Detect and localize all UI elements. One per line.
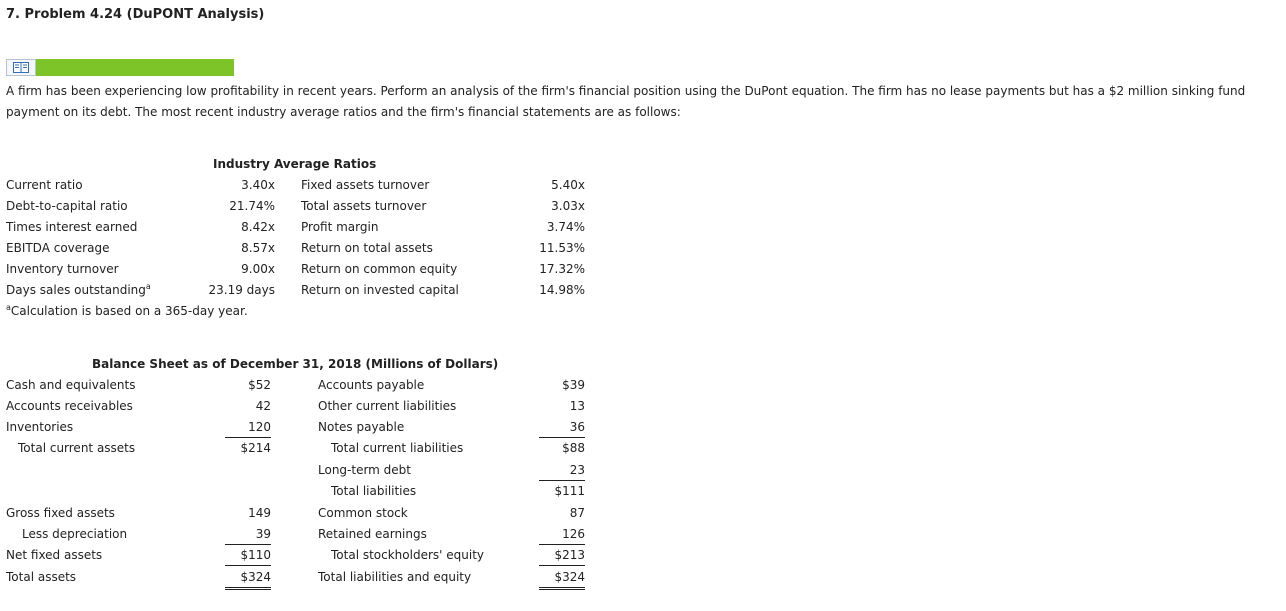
ratio-value: 3.40x xyxy=(241,178,275,192)
ratio-value: 14.98% xyxy=(539,283,585,297)
liability-label: Long-term debt xyxy=(318,463,412,477)
progress-bar xyxy=(36,59,234,76)
balance-sheet-title: Balance Sheet as of December 31, 2018 (Millions of Dollars) xyxy=(92,357,499,371)
liability-value: $39 xyxy=(562,378,585,392)
ratio-label: Days sales outstanding$^a$ xyxy=(6,282,151,297)
liability-value: $324 xyxy=(539,570,585,590)
ratio-label: Current ratio xyxy=(6,178,83,192)
liability-label: Notes payable xyxy=(318,420,405,434)
asset-label: Net fixed assets xyxy=(6,548,103,562)
asset-value: $110 xyxy=(225,548,271,566)
liability-value: 36 xyxy=(539,420,585,438)
footnote-marker: a xyxy=(6,303,11,312)
ebook-link[interactable] xyxy=(6,59,234,76)
ratio-value: 3.03x xyxy=(551,199,585,213)
ratio-value: 17.32% xyxy=(539,262,585,276)
ratio-value: 21.74% xyxy=(229,199,275,213)
liability-label: Accounts payable xyxy=(318,378,425,392)
liability-value: $111 xyxy=(554,484,585,498)
liability-label: Retained earnings xyxy=(318,527,427,541)
liability-label: Total current liabilities xyxy=(331,441,464,455)
asset-value: $324 xyxy=(225,570,271,590)
ratio-label: Fixed assets turnover xyxy=(301,178,430,192)
ratio-value: 23.19 days xyxy=(208,283,275,297)
ratio-value: 3.74% xyxy=(546,220,585,234)
asset-value: 149 xyxy=(248,506,271,520)
ratio-label: Return on common equity xyxy=(301,262,458,276)
ratio-label: EBITDA coverage xyxy=(6,241,110,255)
liability-value: $88 xyxy=(562,441,585,455)
asset-value: $214 xyxy=(240,441,271,455)
ratios-title: Industry Average Ratios xyxy=(213,157,377,171)
asset-label: Total current assets xyxy=(18,441,136,455)
ratio-value: 5.40x xyxy=(551,178,585,192)
ratio-value: 9.00x xyxy=(241,262,275,276)
asset-value: 120 xyxy=(225,420,271,438)
book-icon[interactable] xyxy=(6,59,36,76)
ratio-label: Return on total assets xyxy=(301,241,433,255)
footnote: $^a$Calculation is based on a 365-day year. xyxy=(6,303,248,318)
ratio-label: Profit margin xyxy=(301,220,379,234)
ratio-value: 8.57x xyxy=(241,241,275,255)
problem-description: A firm has been experiencing low profitability in recent years. Perform an analysis of the firm's financial position using the DuPont equation. The firm has no lease payments but has a $2 million sinking fund payment on its debt. The most recent industry average ratios and the firm's financial statements are as follows: xyxy=(6,84,1246,119)
ratio-label: Inventory turnover xyxy=(6,262,119,276)
asset-value: 39 xyxy=(225,527,271,545)
liability-value: 87 xyxy=(569,506,585,520)
ratio-label: Total assets turnover xyxy=(301,199,427,213)
asset-value: $52 xyxy=(248,378,271,392)
asset-value: 42 xyxy=(255,399,271,413)
ratio-value: 11.53% xyxy=(539,241,585,255)
liability-label: Common stock xyxy=(318,506,408,520)
ratio-label: Debt-to-capital ratio xyxy=(6,199,128,213)
problem-title: 7. Problem 4.24 (DuPONT Analysis) xyxy=(6,7,265,22)
ratio-label: Times interest earned xyxy=(6,220,138,234)
asset-label: Gross fixed assets xyxy=(6,506,115,520)
asset-label: Total assets xyxy=(6,570,77,584)
asset-label: Accounts receivables xyxy=(6,399,133,413)
liability-label: Other current liabilities xyxy=(318,399,457,413)
liability-label: Total liabilities xyxy=(331,484,417,498)
ratio-label: Return on invested capital xyxy=(301,283,459,297)
liability-value: 126 xyxy=(539,527,585,545)
footnote-marker: a xyxy=(145,282,151,291)
liability-label: Total liabilities and equity xyxy=(318,570,472,584)
asset-label: Inventories xyxy=(6,420,74,434)
liability-label: Total stockholders' equity xyxy=(331,548,485,562)
ratio-value: 8.42x xyxy=(241,220,275,234)
liability-value: 13 xyxy=(569,399,585,413)
asset-label: Less depreciation xyxy=(22,527,128,541)
asset-label: Cash and equivalents xyxy=(6,378,136,392)
liability-value: 23 xyxy=(539,463,585,481)
liability-value: $213 xyxy=(539,548,585,566)
